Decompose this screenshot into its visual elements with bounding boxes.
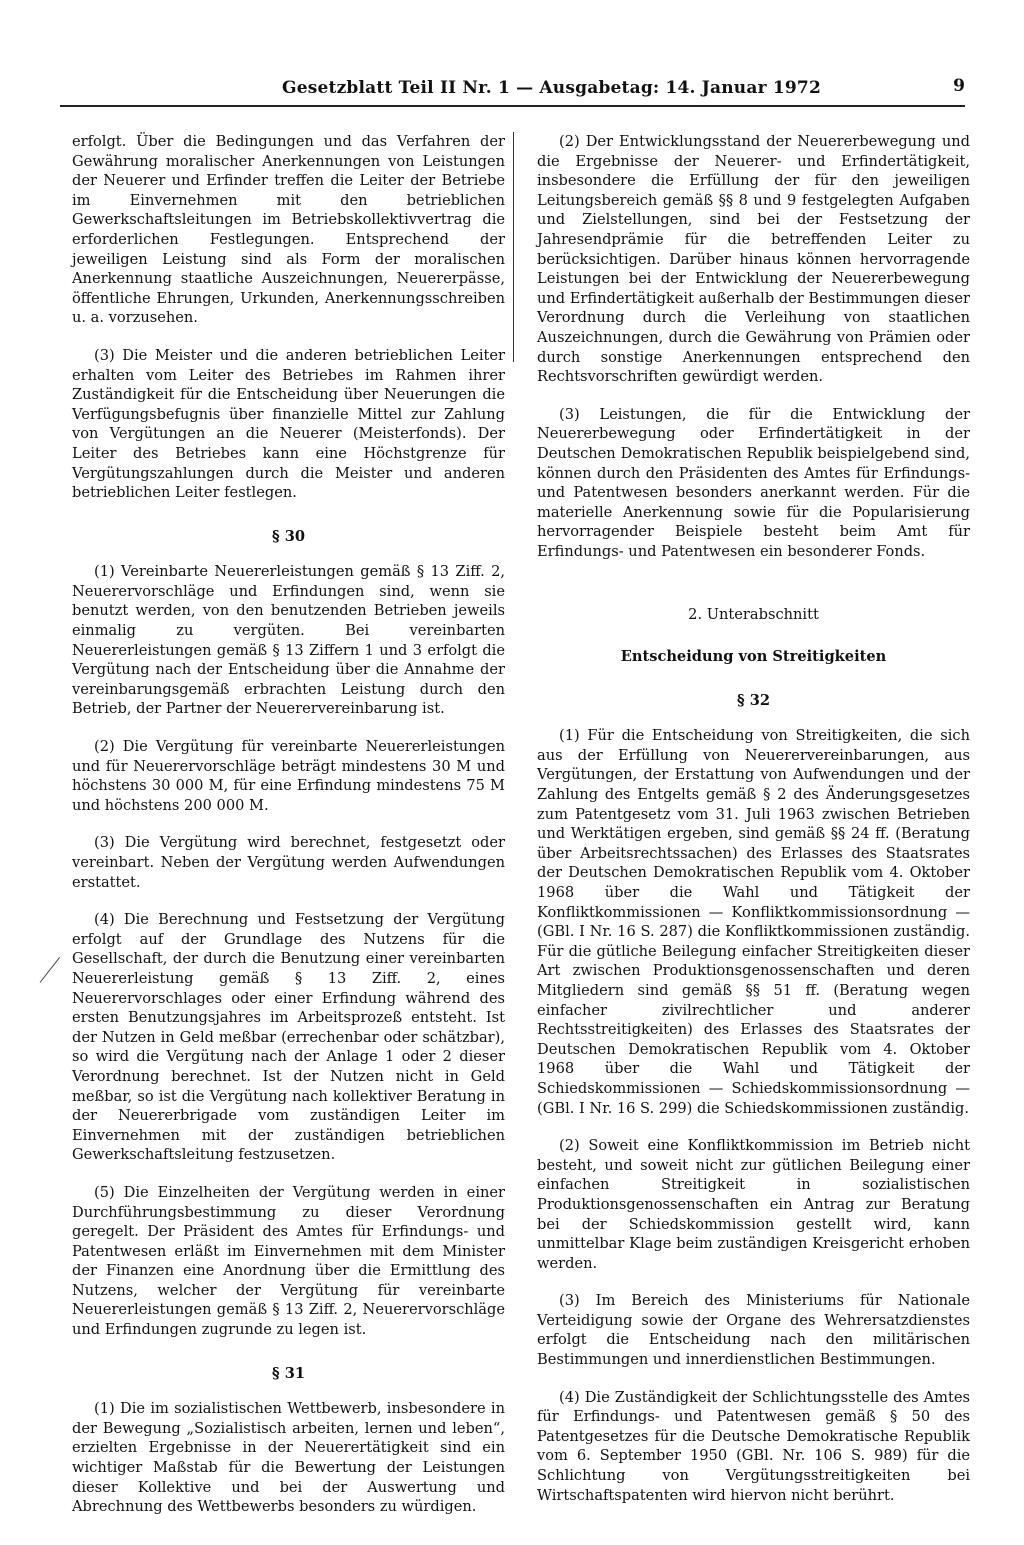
subsection-title: Entscheidung von Streitigkeiten — [620, 648, 887, 666]
column-divider — [513, 132, 514, 362]
subsection-label: 2. Unterabschnitt — [688, 606, 819, 624]
paragraph: (5) Die Einzelheiten der Vergütung werden in einer Durchführungsbestimmung zu dieser Verordnung geregelt. Der Präsident des Amtes für Erfindungs- und Patentwesen erläßt im Einvernehmen mit dem Minister der Finanzen eine Anordnung über die Ermittlung des Nutzens, welcher der Vergütung für vereinbarte Neuererleistungen gemäß § 13 Ziff. 2, Neuerervorschläge und Erfindungen zugrunde zu legen ist. — [72, 1183, 505, 1339]
header-title: Gesetzblatt Teil II Nr. 1 — Ausgabetag: 14. Januar 1972 — [282, 78, 821, 98]
page-number: 9 — [953, 76, 965, 96]
paragraph: (4) Die Berechnung und Festsetzung der Vergütung erfolgt auf der Grundlage des Nutzens für die Gesellschaft, der durch die Benutzung einer vereinbarten Neuererleistung gemäß § 13 Ziff. 2, eines Neuerervorschlages oder einer Erfindung während des ersten Benutzungsjahres im Arbeitsprozeß entsteht. Ist der Nutzen in Geld meßbar (errechenbar oder schätzbar), so wird die Vergütung nach der Anlage 1 oder 2 dieser Verordnung berechnet. Ist der Nutzen nicht in Geld meßbar, so ist die Vergütung nach kollektiver Beratung in der Neuererbrigade vom zuständigen Leiter im Einvernehmen mit der zuständigen betrieblichen Gewerkschaftsleitung festzusetzen. — [72, 911, 505, 1164]
paragraph: (2) Der Entwicklungsstand der Neuererbewegung und die Ergebnisse der Neuerer- und Erfindertätigkeit, insbesondere die Erfüllung der für den jeweiligen Leitungsbereich gemäß §§ 8 und 9 festgelegten Aufgaben und Zielstellungen, sind bei der Festsetzung der Jahresendprämie für die betreffenden Leiter zu berücksichtigen. Darüber hinaus können hervorragende Leistungen bei der Entwicklung der Neuererbewegung und Erfindertätigkeit außerhalb der Bestimmungen dieser Verordnung durch die Verleihung von staatlichen Auszeichnungen, durch die Gewährung von Prämien oder durch sonstige Anerkennungen entsprechend den Rechtsvorschriften gewürdigt werden. — [537, 133, 971, 386]
paragraph: erfolgt. Über die Bedingungen und das Verfahren der Gewährung moralischer Anerkennungen von Leistungen der Neuerer und Erfinder treffen die Leiter der Betriebe im Einvernehmen mit den betrieblichen Gewerkschaftsleitungen im Betriebskollektivvertrag die erforderlichen Festlegungen. Entsprechend der jeweiligen Leistung sind als Form der moralischen Anerkennung staatliche Auszeichnungen, Neuererpässe, öffentliche Ehrungen, Urkunden, Anerkennungsschreiben u. a. vorzusehen. — [72, 133, 505, 327]
paragraph: (1) Die im sozialistischen Wettbewerb, insbesondere in der Bewegung „Sozialistisch arbeiten, lernen und leben“, erzielten Ergebnisse in der Neuerertätigkeit sind ein wichtiger Maßstab für die Bewertung der Leistungen dieser Kollektive und bei der Auswertung und Abrechnung des Wettbewerbs besonders zu würdigen. — [72, 1400, 505, 1516]
paragraph: (3) Die Vergütung wird berechnet, festgesetzt oder vereinbart. Neben der Vergütung werden Aufwendungen erstattet. — [72, 834, 505, 891]
left-column — [72, 132, 505, 1535]
paragraph: (4) Die Zuständigkeit der Schlichtungsstelle des Amtes für Erfindungs- und Patentwesen gemäß § 50 des Patentgesetzes für die Deutsche Demokratische Republik vom 6. September 1950 (GBl. Nr. 106 S. 989) für die Schlichtung von Vergütungsstreitigkeiten bei Wirtschaftspatenten wird hiervon nicht berührt. — [537, 1388, 970, 1504]
margin-mark — [40, 957, 60, 983]
paragraph: (3) Im Bereich des Ministeriums für Nationale Verteidigung sowie der Organe des Wehrersatzdienstes erfolgt die Entscheidung nach den militärischen Bestimmungen und innerdienstlichen Bestimmungen. — [537, 1292, 970, 1369]
section-heading-32: § 32 — [736, 691, 771, 709]
section-heading-31: § 31 — [271, 1364, 306, 1382]
section-heading-30: § 30 — [271, 527, 306, 545]
paragraph: (1) Vereinbarte Neuererleistungen gemäß § 13 Ziff. 2, Neuerervorschläge und Erfindungen sind, wenn sie benutzt werden, von den benutzenden Betrieben jeweils einmalig zu vergüten. Bei vereinbarten Neuererleistungen gemäß § 13 Ziffern 1 und 3 erfolgt die Vergütung nach der Entscheidung über die Annahme der vereinbarungsgemäß erbrachten Leistung durch den Betrieb, der Partner der Neuerervereinbarung ist. — [72, 563, 505, 718]
paragraph: (1) Für die Entscheidung von Streitigkeiten, die sich aus der Erfüllung von Neuerervereinbarungen, aus Vergütungen, der Erstattung von Aufwendungen und der Zahlung des Entgelts gemäß § 2 des Änderungsgesetzes zum Patentgesetz vom 31. Juli 1963 zwischen Betrieben und Werktätigen ergeben, sind gemäß §§ 24 ff. (Beratung über Arbeitsrechtssachen) des Erlasses des Staatsrates der Deutschen Demokratischen Republik vom 4. Oktober 1968 über die Wahl und Tätigkeit der Konfliktkommissionen — Konfliktkommissionsordnung — (GBl. I Nr. 16 S. 287) die Konfliktkommissionen zuständig. Für die gütliche Beilegung einfacher Streitigkeiten dieser Art zwischen Produktionsgenossenschaften und deren Mitgliedern sind gemäß §§ 51 ff. (Beratung wegen einfacher zivilrechtlicher und anderer Rechtsstreitigkeiten) des Erlasses des Staatsrates der Deutschen Demokratischen Republik vom 4. Oktober 1968 über die Wahl und Tätigkeit der Schiedskommissionen — Schiedskommissionsordnung — (GBl. I Nr. 16 S. 299) die Schiedskommissionen zuständig. — [537, 727, 970, 1117]
header-rule — [60, 105, 965, 107]
paragraph: (2) Die Vergütung für vereinbarte Neuererleistungen und für Neuerervorschläge beträgt mindestens 30 M und höchstens 30 000 M, für eine Erfindung mindestens 75 M und höchstens 200 000 M. — [72, 738, 505, 814]
page-header — [60, 78, 965, 108]
paragraph: (3) Die Meister und die anderen betrieblichen Leiter erhalten vom Leiter des Betriebes im Rahmen ihrer Zuständigkeit für die Entscheidung über Neuerungen die Verfügungsbefugnis über finanzielle Mittel zur Zahlung von Vergütungen an die Neuerer (Meisterfonds). Der Leiter des Betriebes kann eine Höchstgrenze für Vergütungszahlungen durch die Meister und anderen betrieblichen Leiter festlegen. — [72, 346, 505, 502]
paragraph: (3) Leistungen, die für die Entwicklung der Neuererbewegung oder Erfindertätigkeit in der Deutschen Demokratischen Republik beispielgebend sind, können durch den Präsidenten des Amtes für Erfindungs- und Patentwesen besonders anerkannt werden. Für die materielle Anerkennung sowie für die Popularisierung hervorragender Beispiele besteht beim Amt für Erfindungs- und Patentwesen ein besonderer Fonds. — [537, 405, 970, 560]
right-column — [537, 132, 970, 1523]
paragraph: (2) Soweit eine Konfliktkommission im Betrieb nicht besteht, und soweit nicht zur gütlichen Beilegung einer einfachen Streitigkeit in sozialistischen Produktionsgenossenschaften ein Antrag zur Beratung bei der Schiedskommission gestellt wird, kann unmittelbar Klage beim zuständigen Kreisgericht erhoben werden. — [537, 1137, 970, 1272]
